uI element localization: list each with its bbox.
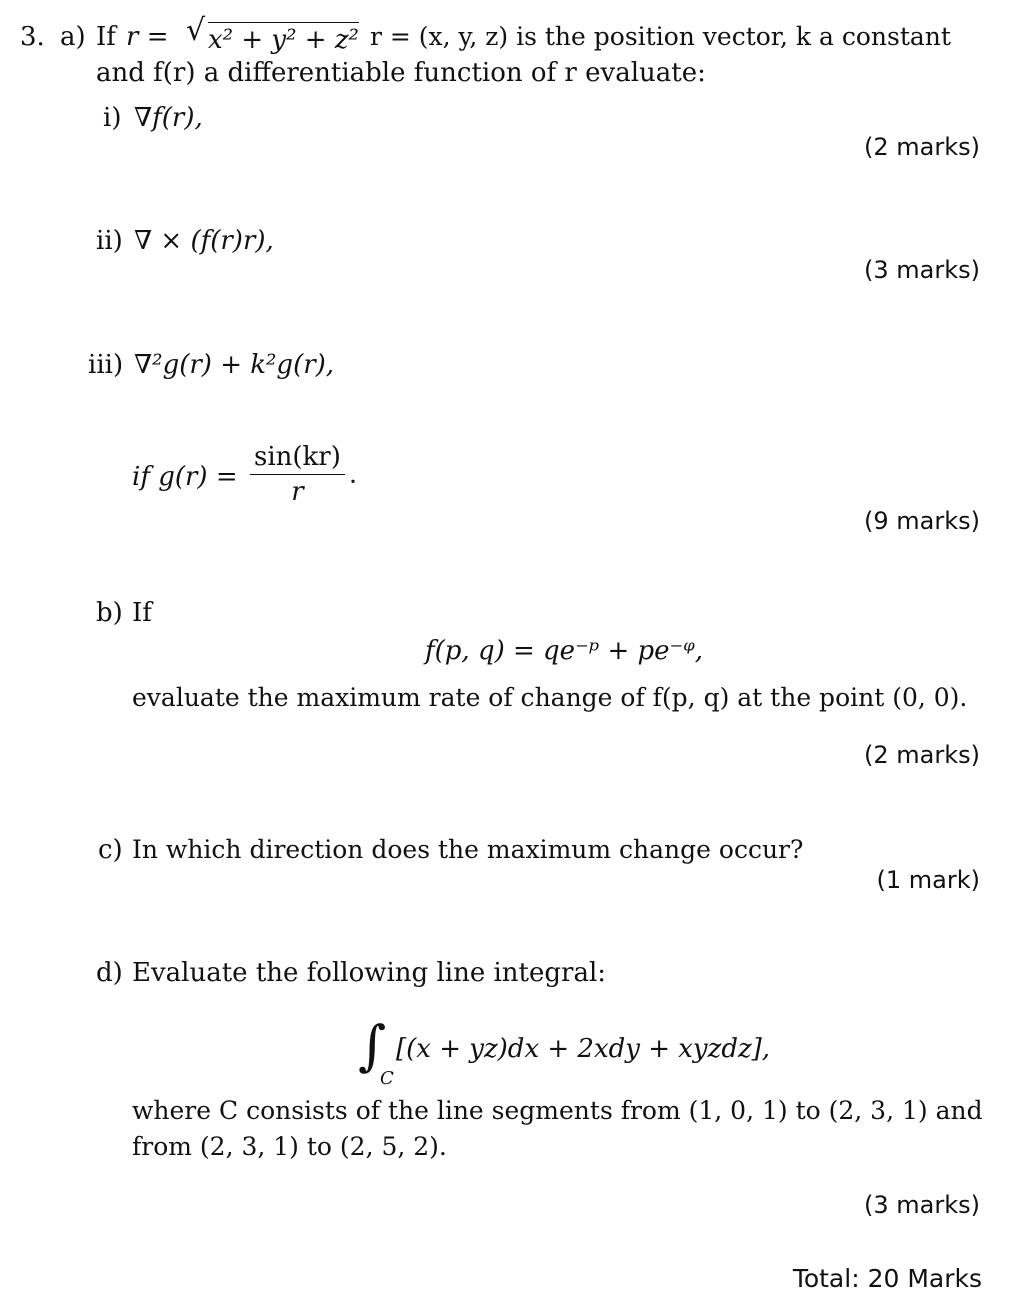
part-c-text: In which direction does the maximum change occur? (132, 835, 804, 864)
fraction-denominator: r (291, 477, 304, 507)
part-d-text: Evaluate the following line integral: (132, 958, 607, 988)
part-b-marks: (2 marks) (864, 741, 980, 769)
part-b-text: evaluate the maximum rate of change of f(p, q) at the point (0, 0). (132, 683, 968, 712)
part-b-label: b) (96, 598, 123, 628)
fraction-numerator: sin(kr) (250, 442, 345, 475)
part-d-integrand: [(x + yz)dx + 2xdy + xyzdz], (396, 1034, 771, 1064)
part-a-ii-expr: ∇ × (f(r)r), (134, 226, 274, 256)
part-a-ii-marks: (3 marks) (864, 256, 980, 284)
part-a-i-expr: ∇f(r), (134, 103, 203, 133)
part-a-iii-label: iii) (88, 350, 124, 380)
part-a-sqrt (186, 13, 359, 55)
part-a-iii-marks: (9 marks) (864, 507, 980, 535)
part-d-where-line1: where C consists of the line segments from (1, 0, 1) to (2, 3, 1) and (132, 1096, 983, 1125)
part-a-ii-label: ii) (96, 226, 123, 256)
part-a-i-marks: (2 marks) (864, 133, 980, 161)
part-d-marks: (3 marks) (864, 1191, 980, 1219)
part-a-i-label: i) (103, 103, 122, 133)
part-a-intro-if: If (96, 22, 116, 52)
part-a-intro-line2: and f(r) a differentiable function of r evaluate: (96, 58, 706, 88)
part-a-vector-text: r = (x, y, z) is the position vector, k a constant (370, 22, 951, 51)
integral-sign: ∫ (358, 1014, 387, 1077)
part-a-radicand: x² + y² + z² (208, 22, 359, 55)
integral-subscript: C (380, 1068, 394, 1089)
part-a-iii-fraction: $\frac{\sin(kr)}{r}$ . (246, 442, 357, 507)
part-a-r-eq: r = (126, 22, 169, 52)
question-number: 3. (20, 22, 45, 52)
part-b-equation: f(p, q) = qe⁻ᵖ + pe⁻ᵠ, (425, 636, 703, 666)
part-b-if: If (132, 598, 152, 628)
part-d-where-line2: from (2, 3, 1) to (2, 5, 2). (132, 1132, 447, 1161)
part-c-marks: (1 mark) (876, 866, 980, 894)
part-a-iii-expr: ∇²g(r) + k²g(r), (134, 350, 335, 380)
part-a-iii-if: if g(r) = (132, 462, 238, 492)
part-a-label: a) (60, 22, 86, 52)
part-d-label: d) (96, 958, 123, 988)
part-c-label: c) (98, 835, 123, 865)
sqrt-symbol: √ (186, 13, 206, 48)
total-marks: Total: 20 Marks (792, 1264, 982, 1293)
